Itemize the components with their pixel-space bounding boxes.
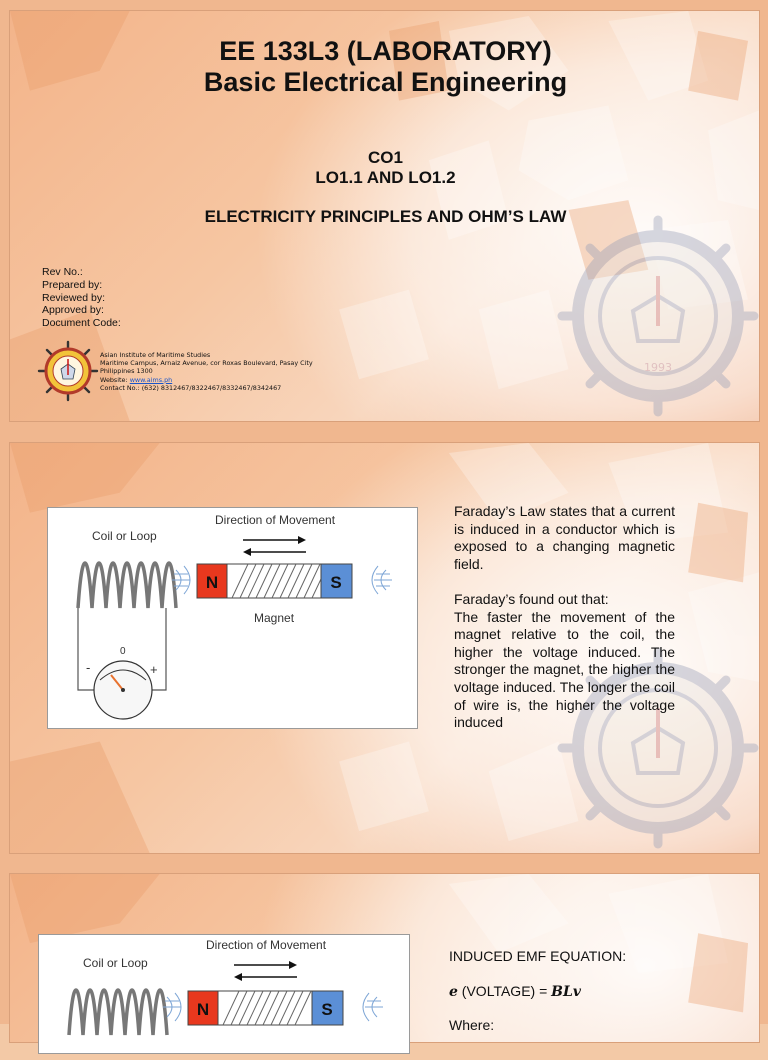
direction-label: Direction of Movement: [206, 938, 327, 952]
meter-plus-label: +: [150, 662, 158, 677]
faraday-text: [454, 503, 675, 732]
where-label: Where:: [449, 1017, 495, 1033]
course-code: EE 133L3 (LABORATORY): [219, 36, 552, 66]
faraday-findings-heading: Faraday’s found out that:: [454, 590, 609, 607]
course-title: [10, 36, 761, 98]
course-outcome: CO1: [368, 148, 403, 167]
title-slide: [9, 10, 760, 422]
institution-website-row: [100, 376, 313, 384]
coil-label: Coil or Loop: [83, 956, 148, 970]
emf-symbol: e: [449, 984, 458, 1000]
south-pole-label: S: [321, 1000, 333, 1019]
approved-by-label: Approved by:: [42, 304, 104, 317]
coil-label: Coil or Loop: [92, 529, 157, 543]
faraday-law-definition: Faraday’s Law states that a current is induced in a conductor which is exposed to a changing magnetic field.: [454, 503, 675, 572]
institution-address: Maritime Campus, Arnaiz Avenue, cor Roxas Boulevard, Pasay City: [100, 359, 313, 368]
meter-zero-label: 0: [120, 646, 126, 657]
faraday-diagram: [38, 934, 410, 1054]
faraday-findings: The faster the movement of the magnet relative to the coil, the higher the voltage induced. The stronger the magnet, the higher the voltage induced. The longer the coil of wire is, the higher the voltage induced: [454, 608, 675, 731]
svg-text:1993: 1993: [644, 361, 672, 374]
prepared-by-label: Prepared by:: [42, 278, 103, 291]
magnet-label: Magnet: [254, 611, 295, 625]
institution-country: Philippines 1300: [100, 367, 153, 376]
course-name: Basic Electrical Engineering: [203, 67, 568, 97]
direction-label: Direction of Movement: [215, 513, 336, 527]
institution-contact: Contact No.: (632) 8312467/8322467/8332467/8342467: [100, 383, 282, 392]
faraday-slide: [9, 442, 760, 854]
document-code-label: Document Code:: [42, 317, 121, 330]
emf-heading: INDUCED EMF EQUATION:: [449, 948, 627, 964]
faraday-diagram-drawing: [39, 935, 409, 1055]
emf-equation-text: (VOLTAGE) =: [457, 983, 552, 999]
learning-outcomes: LO1.1 AND LO1.2: [315, 168, 456, 187]
rev-no-label: Rev No.:: [42, 266, 83, 278]
emf-equation: [449, 983, 581, 1001]
faraday-diagram: [47, 507, 418, 729]
north-pole-label: N: [205, 573, 219, 592]
institution-info: [100, 351, 313, 392]
emf-rhs: BLv: [551, 984, 581, 1000]
institution-name: Asian Institute of Maritime Studies: [100, 351, 211, 359]
website-link[interactable]: www.aims.ph: [129, 375, 173, 384]
induced-emf-slide: [9, 873, 760, 1043]
document-meta: [42, 266, 121, 330]
south-pole-label: S: [330, 573, 342, 592]
institution-logo-icon: [38, 341, 98, 401]
reviewed-by-label: Reviewed by:: [42, 291, 106, 304]
seal-watermark-icon: [558, 216, 758, 416]
topic-title: ELECTRICITY PRINCIPLES AND OHM’S LAW: [204, 207, 567, 226]
meter-minus-label: -: [86, 660, 91, 675]
website-label: Website:: [100, 375, 128, 384]
north-pole-label: N: [196, 1000, 210, 1019]
faraday-diagram-drawing: [48, 508, 417, 728]
